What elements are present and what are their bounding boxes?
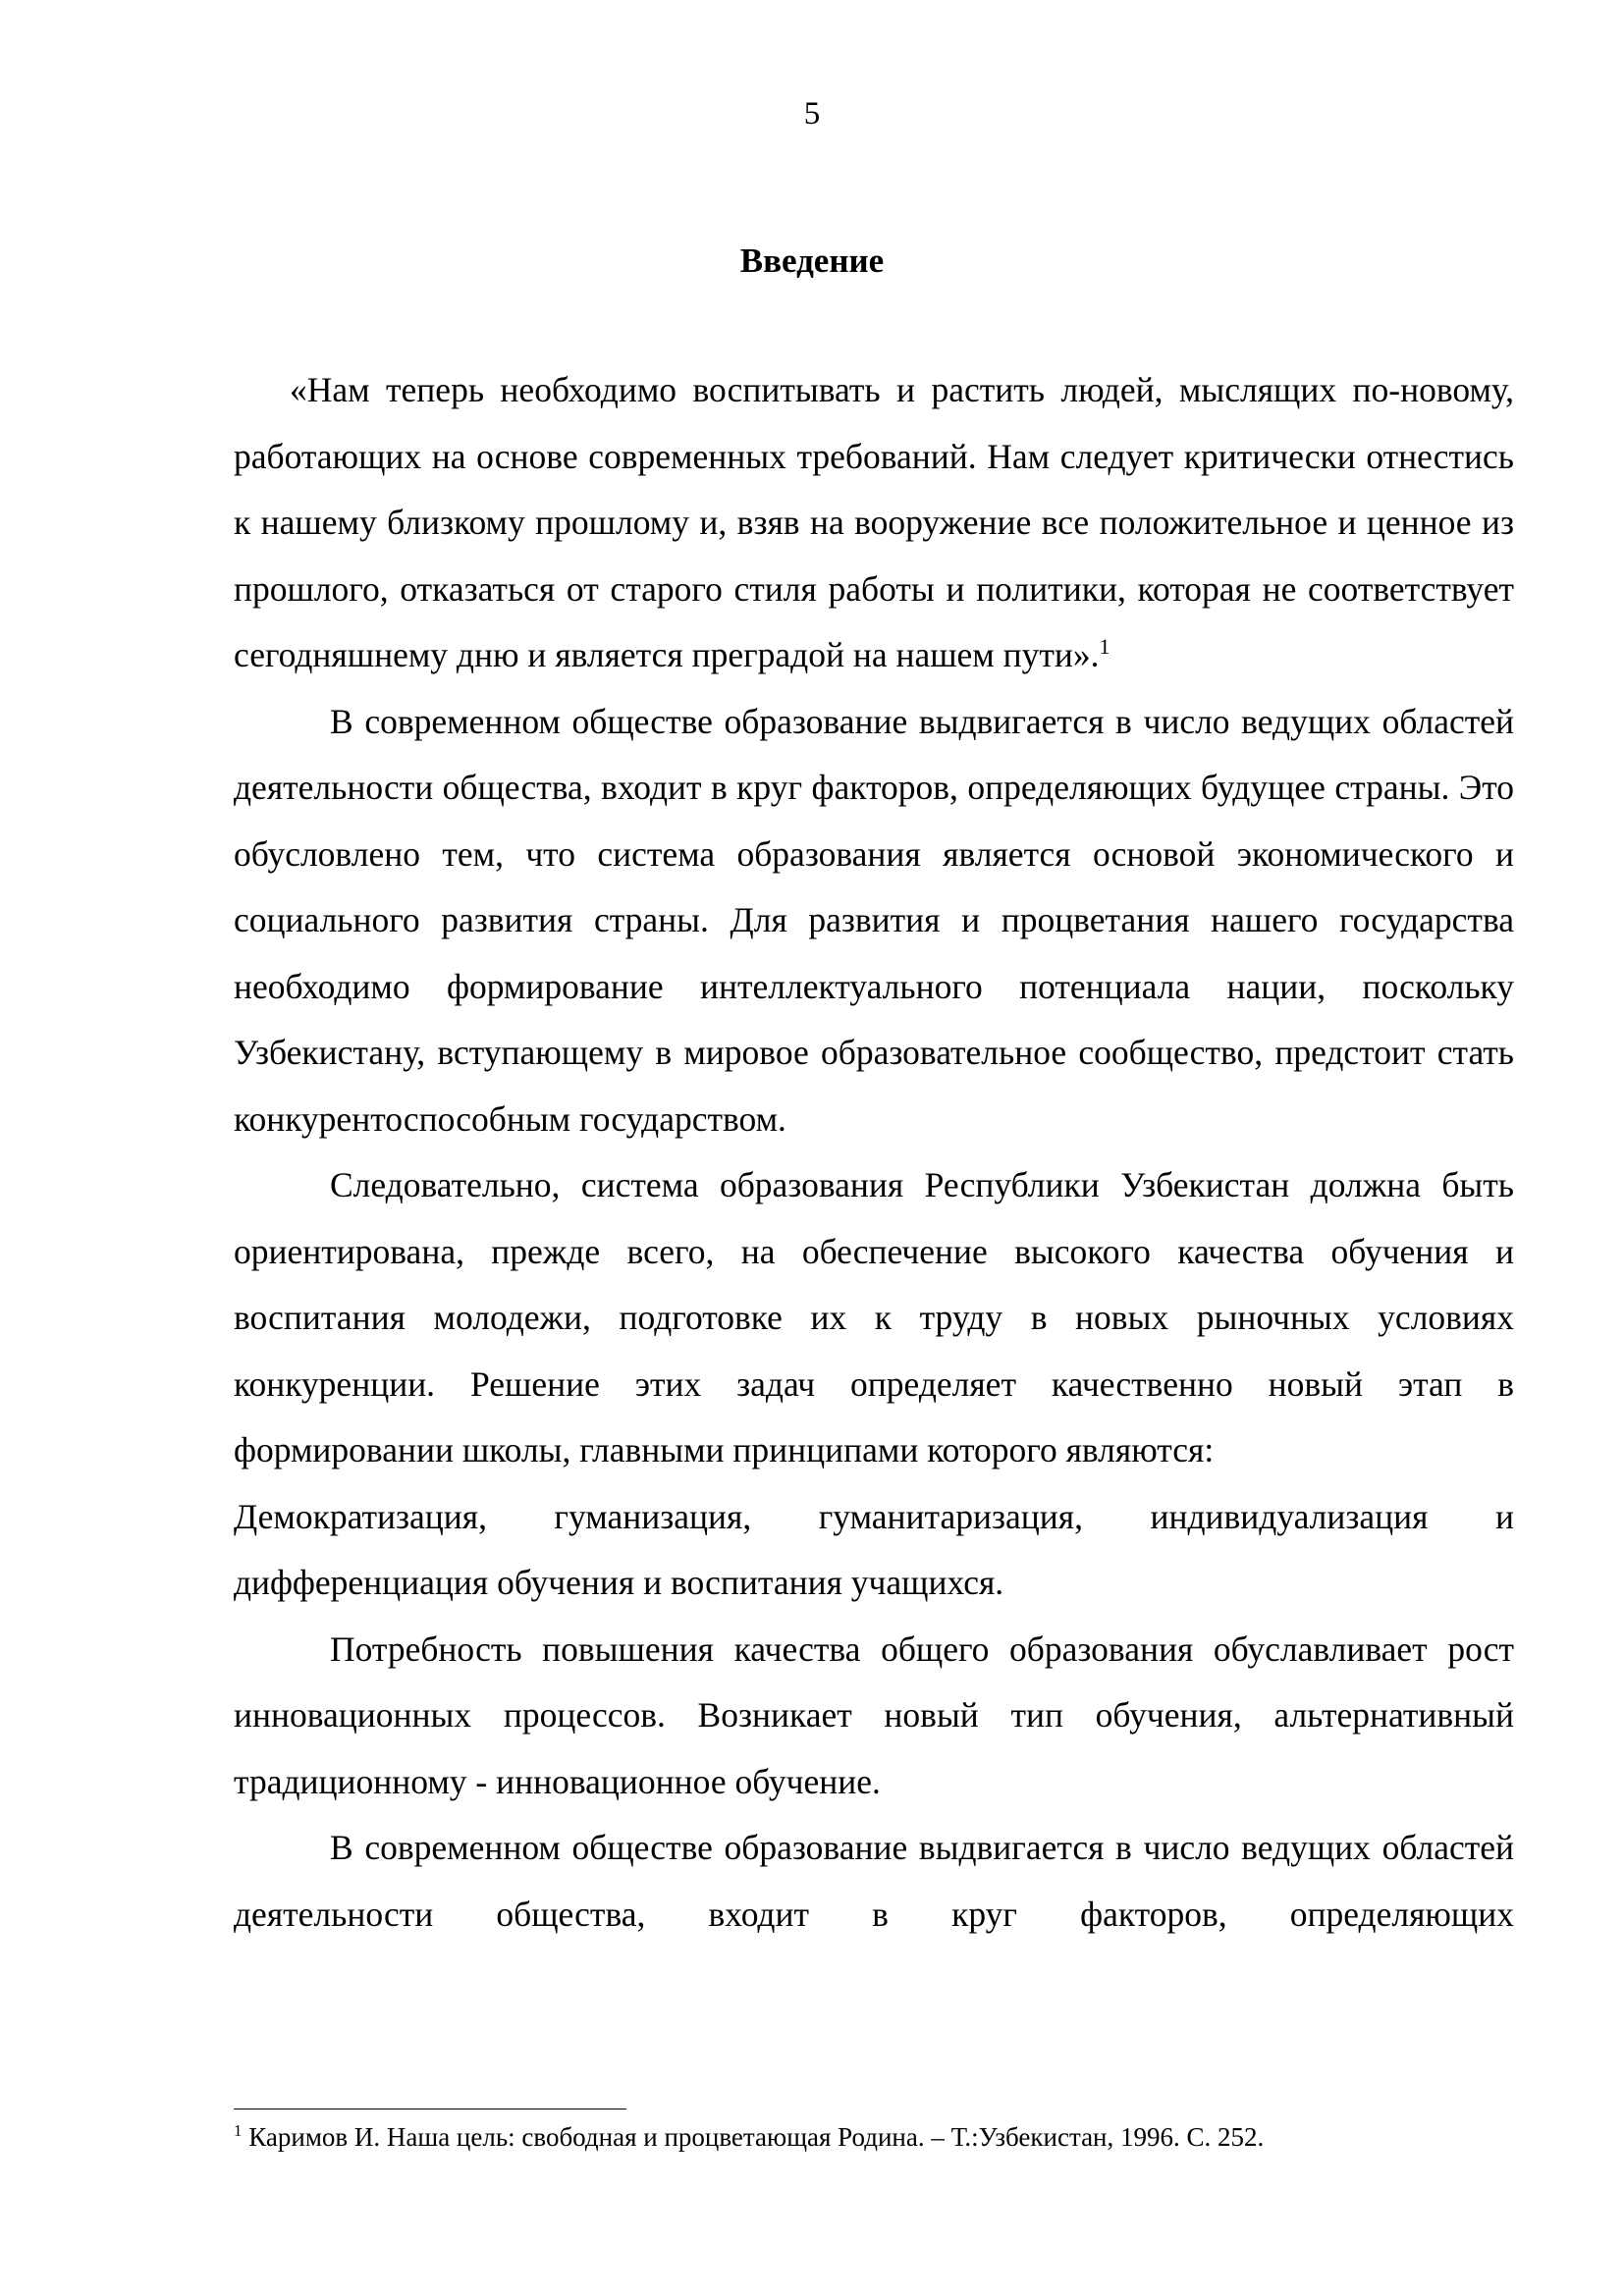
footnote-text: Каримов И. Наша цель: свободная и процветающая Родина. – Т.:Узбекистан, 1996. С. 252. xyxy=(248,2122,1265,2152)
paragraph-quote xyxy=(234,357,1514,689)
page-number: 5 xyxy=(803,96,821,132)
paragraph-principles: Демократизация, гуманизация, гуманитаризация, индивидуализация и дифференциация обучения и воспитания учащихся. xyxy=(234,1496,1514,1602)
footnote-marker: 1 xyxy=(234,2121,243,2140)
paragraph: В современном обществе образование выдвигается в число ведущих областей деятельности общества, входит в круг факторов, определяющих будущее страны. Это обусловлено тем, что система образования является основой экономического и социального развития страны. Для развития и процветания нашего государства необходимо формирование интеллектуального потенциала нации, поскольку Узбекистану, вступающему в мировое образовательное сообщество, предстоит стать конкурентоспособным государством. xyxy=(234,701,1514,1139)
section-heading: Введение xyxy=(739,241,885,280)
paragraph: Следовательно, система образования Республики Узбекистан должна быть ориентирована, прежде всего, на обеспечение высокого качества обучения и воспитания молодежи, подготовке их к труду в новых рыночных условиях конкуренции. Решение этих задач определяет качественно новый этап в формировании школы, главными принципами которого являются: xyxy=(234,1165,1514,1469)
paragraph-continued: В современном обществе образование выдвигается в число ведущих областей деятельности общества, входит в круг факторов, определяющих xyxy=(234,1828,1514,1934)
paragraph: Потребность повышения качества общего образования обуславливает рост инновационных процессов. Возникает новый тип обучения, альтернативный традиционному - инновационное обучение. xyxy=(234,1629,1514,1801)
footnote xyxy=(234,2120,1514,2154)
quote-text: «Нам теперь необходимо воспитывать и растить людей, мыслящих по-новому, работающих на основе современных требований. Нам следует критически отнестись к нашему близкому прошлому и, взяв на вооружение все положительное и ценное из прошлого, отказаться от старого стиля работы и политики, которая не соответствует сегодняшнему дню и является преградой на нашем пути». xyxy=(234,370,1514,674)
body-text xyxy=(234,357,1514,1948)
footnote-reference[interactable]: 1 xyxy=(1099,634,1110,660)
